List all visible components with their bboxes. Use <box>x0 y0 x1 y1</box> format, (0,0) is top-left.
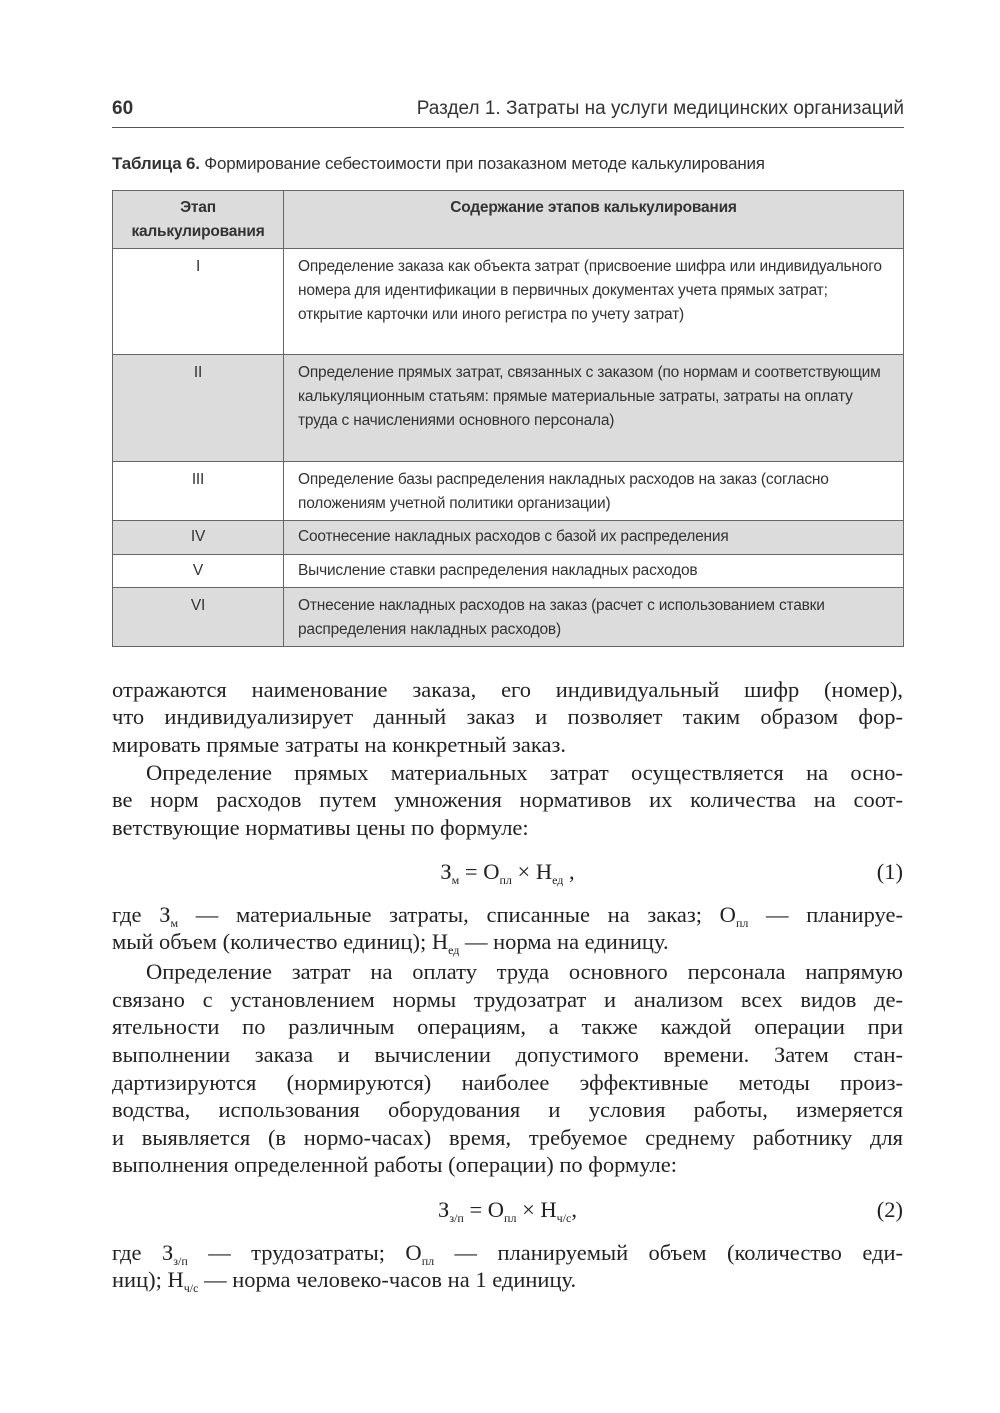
table-caption-text: Формирование себестоимости при позаказном методе калькулирования <box>199 154 765 173</box>
text-segment: ниц); Н <box>112 1267 184 1292</box>
stage-cell: V <box>113 555 284 588</box>
text-line <box>112 1013 903 1041</box>
text-line <box>112 958 903 986</box>
text-segment: ве норм расходов путем умножения нормативов их количества на соот- <box>112 787 903 812</box>
text-segment: где З <box>112 1240 174 1265</box>
text-segment: где З <box>112 902 171 927</box>
page-number: 60 <box>112 98 134 119</box>
text-line <box>112 1124 903 1152</box>
content-cell: Вычисление ставки распределения накладных расходов <box>284 555 904 588</box>
subscript: пл <box>421 1254 435 1268</box>
subscript: ч/с <box>556 1211 572 1225</box>
subscript: пл <box>504 1211 517 1225</box>
stage-cell: II <box>113 355 284 462</box>
subscript: м <box>451 873 460 887</box>
subscript: пл <box>499 873 512 887</box>
text-segment: отражаются наименование заказа, его индивидуальный шифр (номер), <box>112 677 903 702</box>
text-segment: — планируемый объем (количество еди- <box>434 1240 903 1265</box>
text-segment: что индивидуализирует данный заказ и позволяет таким образом фор- <box>112 704 903 729</box>
stage-cell: IV <box>113 521 284 555</box>
text-line <box>112 986 903 1014</box>
text-segment: водства, использования оборудования и условия работы, измеряется <box>112 1097 903 1122</box>
text-segment: , <box>563 859 575 884</box>
text-line <box>112 814 903 842</box>
text-line <box>112 731 903 759</box>
text-segment: мировать прямые затраты на конкретный заказ. <box>112 732 566 757</box>
formula-expression <box>112 858 903 886</box>
text-line <box>112 928 903 956</box>
content-cell: Определение заказа как объекта затрат (присвоение шифра или индивидуального номера для идентификации в первичных документах учета прямых затрат; открытие карточки или иного регистра по учету затрат) <box>284 249 904 355</box>
stage-cell: I <box>113 249 284 355</box>
text-segment: выполнения определенной работы (операции) по формуле: <box>112 1152 678 1177</box>
text-line <box>112 1069 903 1097</box>
table-row <box>113 521 904 555</box>
table-row <box>113 462 904 521</box>
text-segment: × Н <box>516 1197 557 1222</box>
text-segment: × Н <box>511 859 553 884</box>
text-segment: З <box>440 859 452 884</box>
text-segment: ветствующие нормативы цены по формуле: <box>112 815 529 840</box>
text-segment: — норма человеко-часов на 1 единицу. <box>198 1267 577 1292</box>
table-row <box>113 355 904 462</box>
content-cell: Определение прямых затрат, связанных с заказом (по нормам и соответствующим калькуляционным статьям: прямые материальные затраты, затраты на оплату труда с начислениями основного персонала) <box>284 355 904 462</box>
text-line <box>112 1239 903 1267</box>
text-segment: выполнении заказа и вычислении допустимого времени. Затем стан- <box>112 1042 903 1067</box>
text-segment: ятельности по различным операциям, а также каждой операции при <box>112 1014 903 1039</box>
formula-expression <box>112 1196 903 1224</box>
costing-stages-table <box>112 190 904 647</box>
subscript: ед <box>552 873 564 887</box>
text-segment: мый объем (количество единиц); Н <box>112 929 449 954</box>
subscript: м <box>170 916 179 930</box>
column-header-content: Содержание этапов калькулирования <box>284 191 904 249</box>
text-segment: = О <box>459 859 500 884</box>
text-segment: дартизируются (нормируются) наиболее эффективные методы произ- <box>112 1070 903 1095</box>
running-title: Раздел 1. Затраты на услуги медицинских организаций <box>416 98 904 119</box>
stage-cell: VI <box>113 588 284 647</box>
table-row <box>113 588 904 647</box>
subscript: ед <box>448 943 460 957</box>
text-segment: — трудозатраты; О <box>187 1240 422 1265</box>
header-rule <box>112 127 904 128</box>
column-header-stage: Этап калькулирования <box>113 191 284 249</box>
text-segment: = О <box>463 1197 505 1222</box>
stage-cell: III <box>113 462 284 521</box>
text-line <box>112 676 903 704</box>
content-cell: Отнесение накладных расходов на заказ (расчет с использованием ставки распределения накладных расходов) <box>284 588 904 647</box>
text-segment: связано с установлением нормы трудозатрат и анализом всех видов де- <box>112 987 903 1012</box>
text-segment: Определение прямых материальных затрат осуществляется на осно- <box>146 760 903 785</box>
text-segment: З <box>438 1197 450 1222</box>
text-segment: — материальные затраты, списанные на заказ; О <box>178 902 736 927</box>
table-caption <box>112 154 765 174</box>
text-line <box>112 1151 903 1179</box>
subscript: пл <box>735 916 749 930</box>
text-segment: и выявляется (в нормо-часах) время, требуемое среднему работнику для <box>112 1125 903 1150</box>
text-line <box>112 703 903 731</box>
table-caption-label: Таблица 6. <box>112 154 200 173</box>
formula-number: (1) <box>876 859 903 884</box>
content-cell: Определение базы распределения накладных расходов на заказ (согласно положениям учетной политики организации) <box>284 462 904 521</box>
text-line <box>112 901 903 929</box>
text-line <box>112 786 903 814</box>
text-line <box>112 759 903 787</box>
text-segment: — планируе- <box>748 902 903 927</box>
text-segment: Определение затрат на оплату труда основного персонала напрямую <box>146 959 903 984</box>
text-line <box>112 1096 903 1124</box>
table-row <box>113 249 904 355</box>
subscript: з/п <box>173 1254 188 1268</box>
subscript: ч/с <box>183 1281 199 1295</box>
content-cell: Соотнесение накладных расходов с базой их распределения <box>284 521 904 555</box>
text-line <box>112 1266 903 1294</box>
table-row <box>113 555 904 588</box>
formula-number: (2) <box>876 1197 903 1222</box>
text-line <box>112 1041 903 1069</box>
text-segment: — норма на единицу. <box>459 929 669 954</box>
subscript: з/п <box>449 1211 464 1225</box>
text-segment: , <box>571 1197 577 1222</box>
